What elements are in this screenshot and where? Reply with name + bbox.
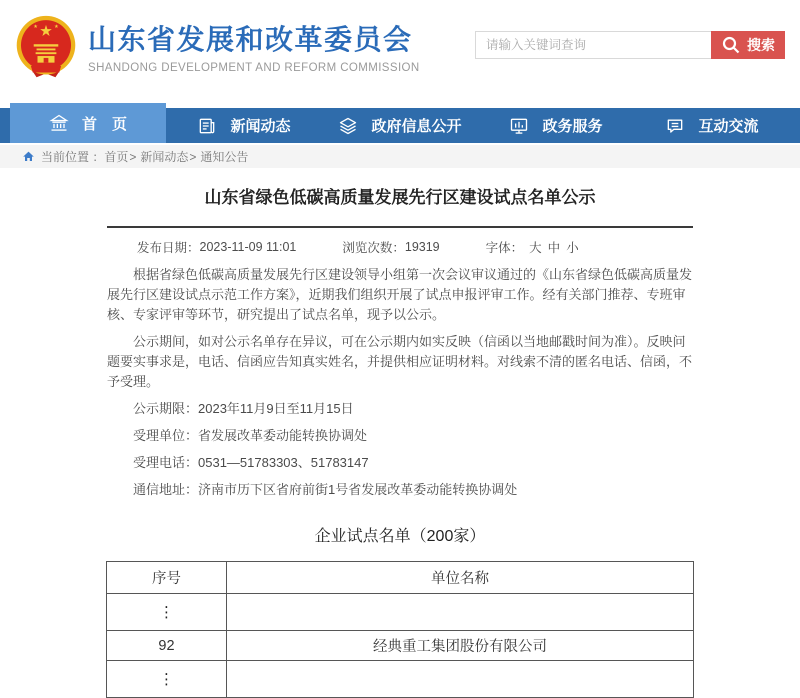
site-subtitle: SHANDONG DEVELOPMENT AND REFORM COMMISSION: [88, 61, 420, 74]
font-size-small[interactable]: 小: [566, 241, 579, 255]
breadcrumb-separator: >: [129, 149, 137, 164]
article-title: 山东省绿色低碳高质量发展先行区建设试点名单公示: [204, 188, 596, 207]
search-icon: [721, 35, 741, 55]
column-header-unit-name: 单位名称: [227, 562, 694, 594]
table-header-row: [107, 562, 694, 594]
table-row: [107, 631, 694, 661]
cell-number: ⋮: [107, 661, 227, 698]
column-header-number: 序号: [107, 562, 227, 594]
cell-unit-name: 经典重工集团股份有限公司: [227, 631, 694, 661]
nav-item-news[interactable]: [166, 108, 322, 143]
pilot-list-table: [106, 561, 694, 698]
site-header: [0, 0, 800, 103]
chat-bubble-icon: [665, 116, 685, 136]
cell-unit-name: [227, 594, 694, 631]
home-building-icon: [49, 113, 69, 133]
publish-date: 发布日期： 2023-11-09 11:01: [137, 240, 297, 255]
nav-item-home[interactable]: [10, 103, 166, 143]
brand-text: [88, 23, 420, 74]
nav-item-label: 政务服务: [542, 118, 603, 135]
breadcrumb-item-news[interactable]: 新闻动态: [140, 150, 189, 164]
layers-icon: [338, 116, 358, 136]
breadcrumb-item-home[interactable]: 首页: [104, 150, 129, 164]
paragraph-deadline: 公示期限：2023年11月9日至11月15日: [133, 401, 354, 416]
article-meta: [107, 228, 693, 256]
nav-item-interaction[interactable]: [634, 108, 790, 143]
nav-item-label: 互动交流: [698, 118, 759, 135]
main-nav: [0, 103, 800, 143]
news-icon: [197, 116, 217, 136]
search-bar: [475, 31, 785, 59]
breadcrumb-item-notices[interactable]: 通知公告: [200, 150, 249, 164]
paragraph-address: 通信地址：济南市历下区省府前街1号省发展改革委动能转换协调处: [133, 482, 518, 497]
cell-number: 92: [107, 631, 227, 661]
breadcrumb-separator: >: [189, 149, 197, 164]
table-row: [107, 594, 694, 631]
search-input[interactable]: [475, 31, 711, 59]
paragraph-phone: 受理电话：0531—51783303、51783147: [133, 455, 369, 470]
table-title: 企业试点名单（200家）: [314, 528, 486, 545]
nav-item-label: 政府信息公开: [371, 118, 462, 135]
font-size-controls: 字体： 大 中 小: [486, 238, 579, 256]
paragraph: 根据省绿色低碳高质量发展先行区建设领导小组第一次会议审议通过的《山东省绿色低碳高质量发展先行区建设试点示范工作方案》，近期我们组织开展了试点申报评审工作。经有关部门推荐、专班审核、专家评审等环节，研究提出了试点名单，现予以公示。: [107, 267, 693, 322]
monitor-chart-icon: [509, 116, 529, 136]
nav-item-services[interactable]: [478, 108, 634, 143]
cell-unit-name: [227, 661, 694, 698]
paragraph-accepting-unit: 受理单位：省发展改革委动能转换协调处: [133, 428, 368, 443]
brand: [12, 13, 420, 83]
nav-item-label: 新闻动态: [230, 118, 291, 135]
breadcrumb: [0, 145, 800, 168]
breadcrumb-prefix: 当前位置 ：: [41, 150, 105, 164]
national-emblem-logo: [12, 13, 80, 83]
article-body: [107, 265, 693, 500]
font-size-medium[interactable]: 中: [547, 241, 561, 255]
view-count: 浏览次数： 19319: [342, 240, 440, 255]
article: [107, 186, 693, 548]
search-button-label: 搜索: [747, 37, 775, 53]
nav-item-label: 首 页: [81, 115, 127, 133]
site-title: 山东省发展和改革委员会: [88, 23, 413, 55]
nav-item-gov-info[interactable]: [322, 108, 478, 143]
home-icon: [22, 150, 35, 163]
paragraph: 公示期间，如对公示名单存在异议，可在公示期内如实反映（信函以当地邮戳时间为准）。反映问题要实事求是，电话、信函应告知真实姓名，并提供相应证明材料。对线索不清的匿名电话、信函，不予受理。: [107, 334, 693, 389]
cell-number: ⋮: [107, 594, 227, 631]
search-button[interactable]: [711, 31, 785, 59]
font-size-large[interactable]: 大: [529, 241, 542, 255]
table-row: [107, 661, 694, 698]
